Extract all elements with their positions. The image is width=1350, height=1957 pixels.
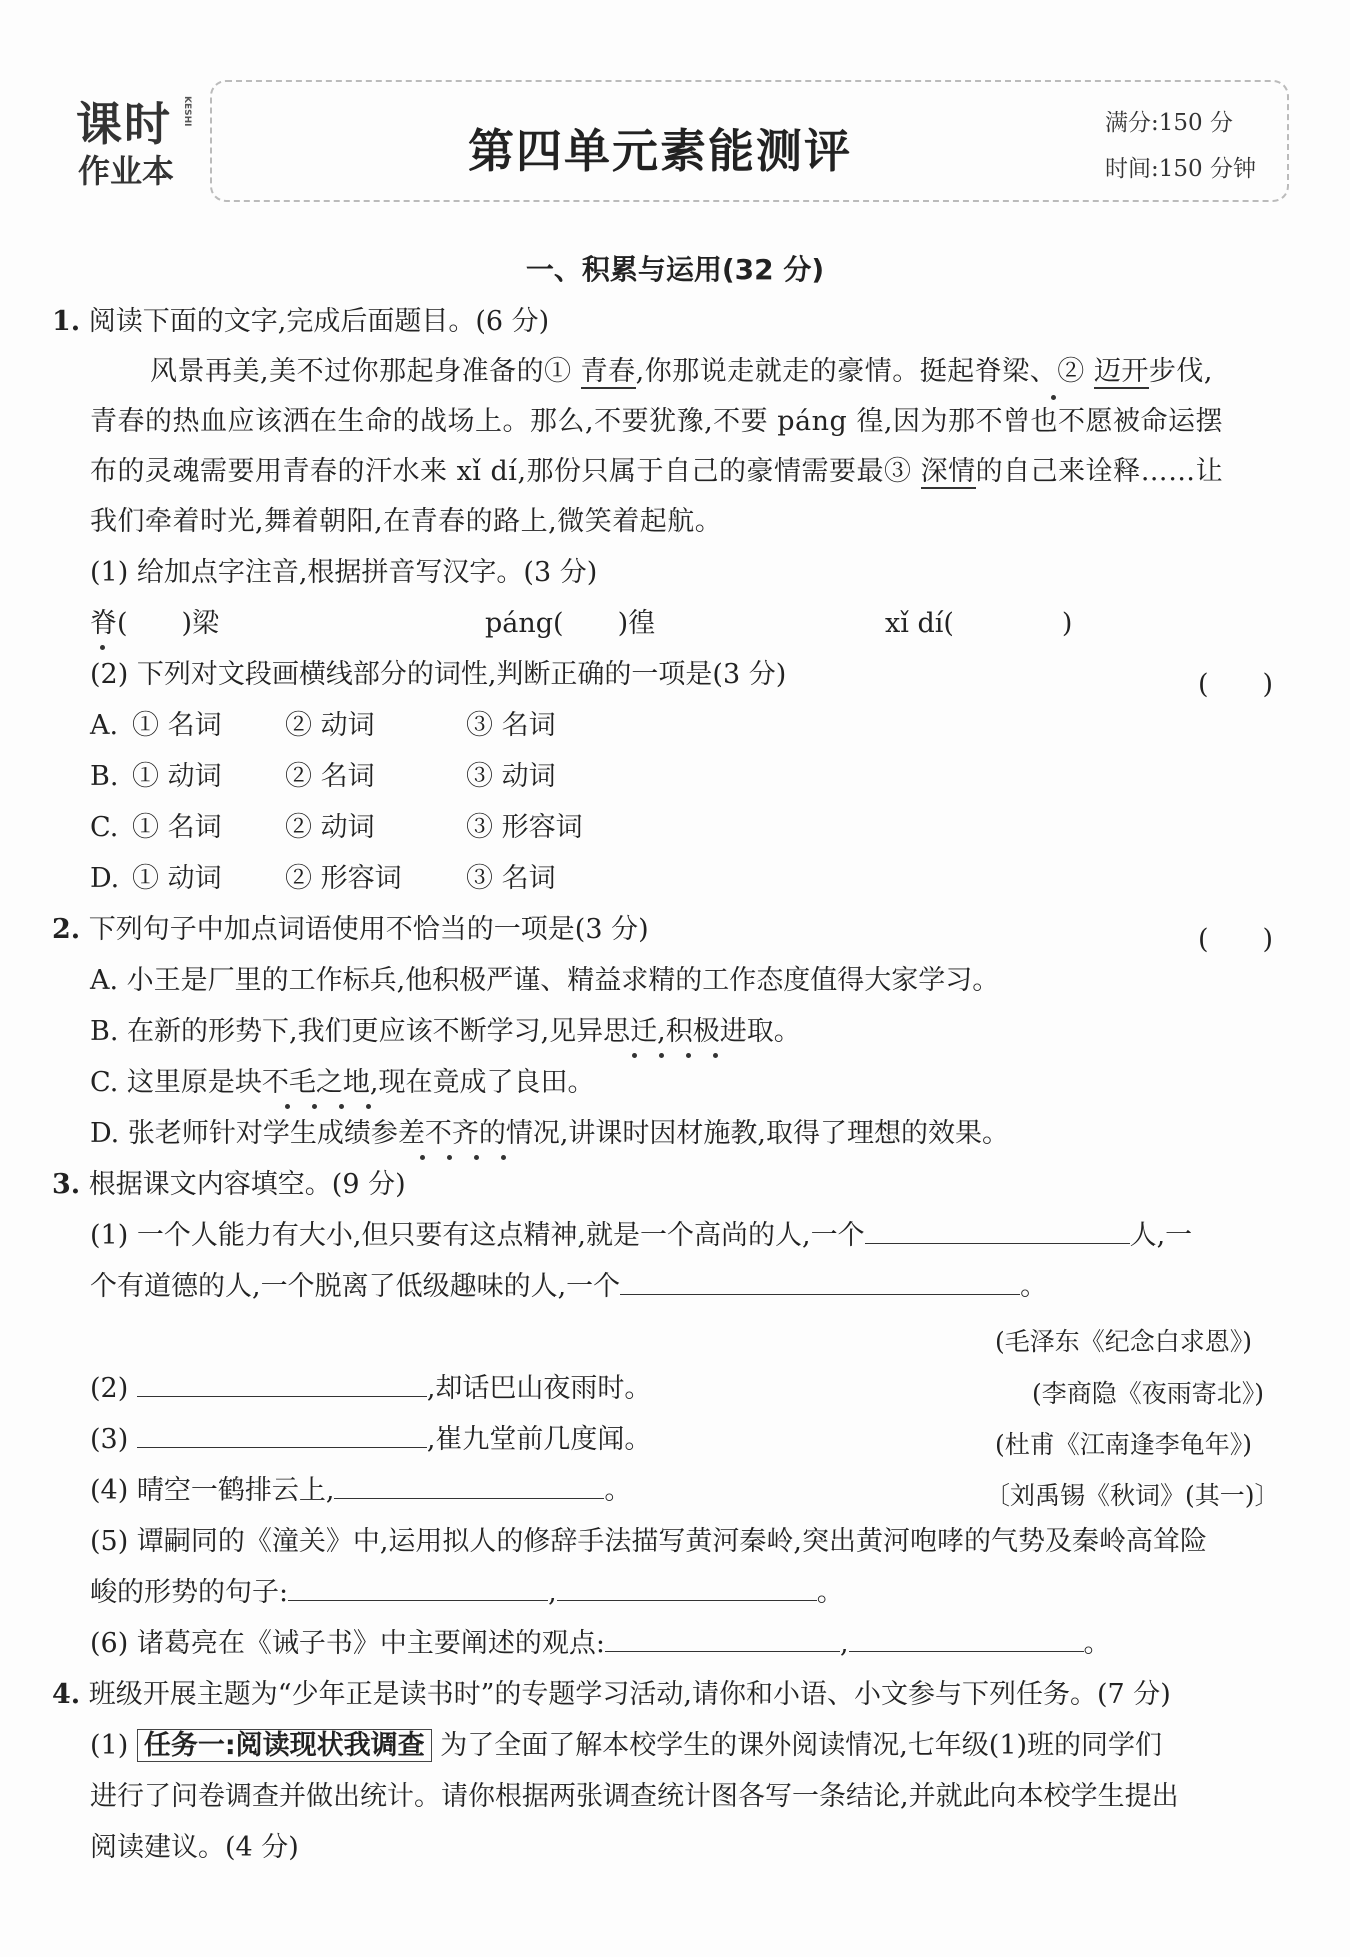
fill-text: (4) 晴空一鹤排云上, xyxy=(90,1475,335,1506)
q3-stem xyxy=(52,1165,406,1205)
emphasis-dot xyxy=(447,1155,452,1160)
logo-line1: 课时 xyxy=(76,97,172,151)
option-c-2: ② 动词 xyxy=(285,812,375,843)
q4-line2: 进行了问卷调查并做出统计。请你根据两张调查统计图各写一条结论,并就此向本校学生提出 xyxy=(90,1781,1179,1812)
q4-line1 xyxy=(90,1726,1162,1766)
q1-stem-text: 阅读下面的文字,完成后面题目。(6 分) xyxy=(88,306,550,337)
fill-text: 。 xyxy=(1083,1628,1111,1659)
option-a xyxy=(90,706,118,746)
q1-passage-line3 xyxy=(90,452,1223,492)
fill-blank[interactable] xyxy=(620,1270,1020,1295)
answer-paren: ( ) xyxy=(1198,669,1274,700)
q1-sub1: (1) 给加点字注音,根据拼音写汉字。(3 分) xyxy=(90,557,598,588)
fill-text: (6) 诸葛亮在《诫子书》中主要阐述的观点: xyxy=(90,1628,605,1659)
q3-line1 xyxy=(90,1216,1192,1256)
q1-passage-line2: 青春的热血应该洒在生命的战场上。那么,不要犹豫,不要 páng 徨,因为那不曾也不愿被命运摆 xyxy=(90,406,1223,437)
fill-blank[interactable] xyxy=(137,1372,427,1397)
fill-text: (1) 一个人能力有大小,但只要有这点精神,就是一个高尚的人,一个 xyxy=(90,1220,865,1251)
q4-number: 4. xyxy=(52,1679,81,1710)
answer-paren: ( ) xyxy=(1198,924,1274,955)
fill-blank[interactable] xyxy=(288,1576,548,1601)
emphasis-dot xyxy=(501,1155,506,1160)
source-1: (毛泽东《纪念白求恩》) xyxy=(995,1327,1253,1356)
fill-text: , xyxy=(548,1577,557,1608)
fill-text: 。 xyxy=(1020,1271,1048,1302)
underlined-word-1: 青春 xyxy=(580,356,636,387)
q4-line3: 阅读建议。(4 分) xyxy=(90,1832,299,1863)
option-d-1: ① 动词 xyxy=(132,863,222,894)
q1-passage-line1 xyxy=(150,352,1213,392)
option-letter: B. xyxy=(90,761,119,792)
fill-text: ,却话巴山夜雨时。 xyxy=(426,1373,652,1404)
fill-text: (2) xyxy=(90,1373,129,1404)
passage-text: 风景再美,美不过你那起身准备的① xyxy=(150,356,581,387)
q3-line8 xyxy=(90,1624,1111,1664)
emphasis-dot xyxy=(339,1104,344,1109)
option-a-2: ② 动词 xyxy=(285,710,375,741)
option-letter: D. xyxy=(90,863,120,894)
q2-option-d: D. 张老师针对学生成绩参差不齐的情况,讲课时因材施教,取得了理想的效果。 xyxy=(90,1118,1010,1149)
exam-time: 时间:150 分钟 xyxy=(1105,156,1256,182)
passage-text: 步伐, xyxy=(1148,356,1213,387)
passage-text: 布的灵魂需要用青春的汗水来 xǐ dí,那份只属于自己的豪情需要最③ xyxy=(90,456,921,487)
fill-blank[interactable] xyxy=(557,1576,817,1601)
brand-logo xyxy=(70,88,198,204)
q4-stem-text: 班级开展主题为“少年正是读书时”的专题学习活动,请你和小语、小文参与下列任务。(7 分) xyxy=(88,1679,1171,1710)
option-b-3: ③ 动词 xyxy=(466,761,556,792)
full-score: 满分:150 分 xyxy=(1105,110,1233,136)
q3-line7 xyxy=(90,1573,844,1613)
fill-text: 峻的形势的句子: xyxy=(90,1577,289,1608)
emphasis-dot xyxy=(420,1155,425,1160)
emphasis-dot xyxy=(686,1053,691,1058)
q1-sub1-a: 脊( )梁 xyxy=(90,608,220,639)
q3-line2 xyxy=(90,1267,1047,1307)
task-label: 任务一:阅读现状我调查 xyxy=(137,1729,432,1762)
emphasis-dot xyxy=(366,1104,371,1109)
fill-blank[interactable] xyxy=(334,1474,604,1499)
emphasis-dot xyxy=(312,1104,317,1109)
q2-number: 2. xyxy=(52,914,81,945)
emphasis-dot xyxy=(100,645,105,650)
q2-option-a: A. 小王是厂里的工作标兵,他积极严谨、精益求精的工作态度值得大家学习。 xyxy=(90,965,1000,996)
option-c xyxy=(90,808,118,848)
q1-passage-line4: 我们牵着时光,舞着朝阳,在青春的路上,微笑着起航。 xyxy=(90,506,723,537)
task-text: 为了全面了解本校学生的课外阅读情况,七年级(1)班的同学们 xyxy=(431,1730,1163,1761)
option-d-3: ③ 名词 xyxy=(466,863,556,894)
option-c-1: ① 名词 xyxy=(132,812,222,843)
fill-text: 人,一 xyxy=(1129,1220,1193,1251)
emphasis-dot xyxy=(659,1053,664,1058)
source-3: (杜甫《江南逢李龟年》) xyxy=(995,1430,1253,1459)
fill-blank[interactable] xyxy=(865,1219,1130,1244)
task-text: (1) xyxy=(90,1730,137,1761)
q1-sub1-c: xǐ dí( ) xyxy=(885,608,1073,639)
fill-blank[interactable] xyxy=(605,1627,840,1652)
page-title: 第四单元素能测评 xyxy=(468,124,852,178)
q2-option-c: C. 这里原是块不毛之地,现在竟成了良田。 xyxy=(90,1067,595,1098)
q4-stem xyxy=(52,1675,1171,1715)
q2-stem-text: 下列句子中加点词语使用不恰当的一项是(3 分) xyxy=(88,914,649,945)
fill-text: , xyxy=(839,1628,849,1659)
source-4: 〔刘禹锡《秋词》(其一)〕 xyxy=(985,1481,1280,1510)
logo-line2: 作业本 xyxy=(78,152,175,190)
emphasis-dot xyxy=(285,1104,290,1109)
logo-tag: KESHI xyxy=(182,96,192,127)
q2-stem xyxy=(52,910,649,950)
fill-text: ,崔九堂前几度闻。 xyxy=(426,1424,652,1455)
q3-number: 3. xyxy=(52,1169,81,1200)
q3-line4 xyxy=(90,1420,651,1460)
q1-sub2: (2) 下列对文段画横线部分的词性,判断正确的一项是(3 分) xyxy=(90,659,787,690)
option-a-1: ① 名词 xyxy=(132,710,222,741)
emphasis-dot xyxy=(713,1053,718,1058)
source-2: (李商隐《夜雨寄北》) xyxy=(1032,1379,1265,1408)
option-c-3: ③ 形容词 xyxy=(466,812,583,843)
underlined-word-2: 迈开 xyxy=(1093,356,1149,387)
emphasis-dot xyxy=(474,1155,479,1160)
option-b xyxy=(90,757,118,797)
section-heading: 一、积累与运用(32 分) xyxy=(525,253,825,286)
passage-text: 的自己来诠释……让 xyxy=(975,456,1224,487)
option-d xyxy=(90,859,119,899)
option-a-3: ③ 名词 xyxy=(466,710,556,741)
q3-line6: (5) 谭嗣同的《潼关》中,运用拟人的修辞手法描写黄河秦岭,突出黄河咆哮的气势及秦岭高耸险 xyxy=(90,1526,1207,1557)
q1-stem xyxy=(52,302,549,342)
option-letter: A. xyxy=(90,710,119,741)
underlined-word-3: 深情 xyxy=(920,456,976,487)
passage-text: ,你那说走就走的豪情。挺起脊梁、② xyxy=(635,356,1094,387)
q1-sub1-b: páng( )徨 xyxy=(485,608,656,639)
fill-text: 个有道德的人,一个脱离了低级趣味的人,一个 xyxy=(90,1271,621,1302)
q3-stem-text: 根据课文内容填空。(9 分) xyxy=(88,1169,406,1200)
fill-blank[interactable] xyxy=(137,1423,427,1448)
option-letter: C. xyxy=(90,812,119,843)
option-d-2: ② 形容词 xyxy=(285,863,402,894)
fill-blank[interactable] xyxy=(849,1627,1084,1652)
q2-option-b: B. 在新的形势下,我们更应该不断学习,见异思迁,积极进取。 xyxy=(90,1016,801,1047)
q3-line3 xyxy=(90,1369,651,1409)
q1-number: 1. xyxy=(52,306,81,337)
q3-line5 xyxy=(90,1471,631,1511)
fill-text: 。 xyxy=(816,1577,844,1608)
emphasis-dot xyxy=(1051,395,1056,400)
option-b-1: ① 动词 xyxy=(132,761,222,792)
fill-text: 。 xyxy=(604,1475,632,1506)
option-b-2: ② 名词 xyxy=(285,761,375,792)
emphasis-dot xyxy=(632,1053,637,1058)
fill-text: (3) xyxy=(90,1424,129,1455)
